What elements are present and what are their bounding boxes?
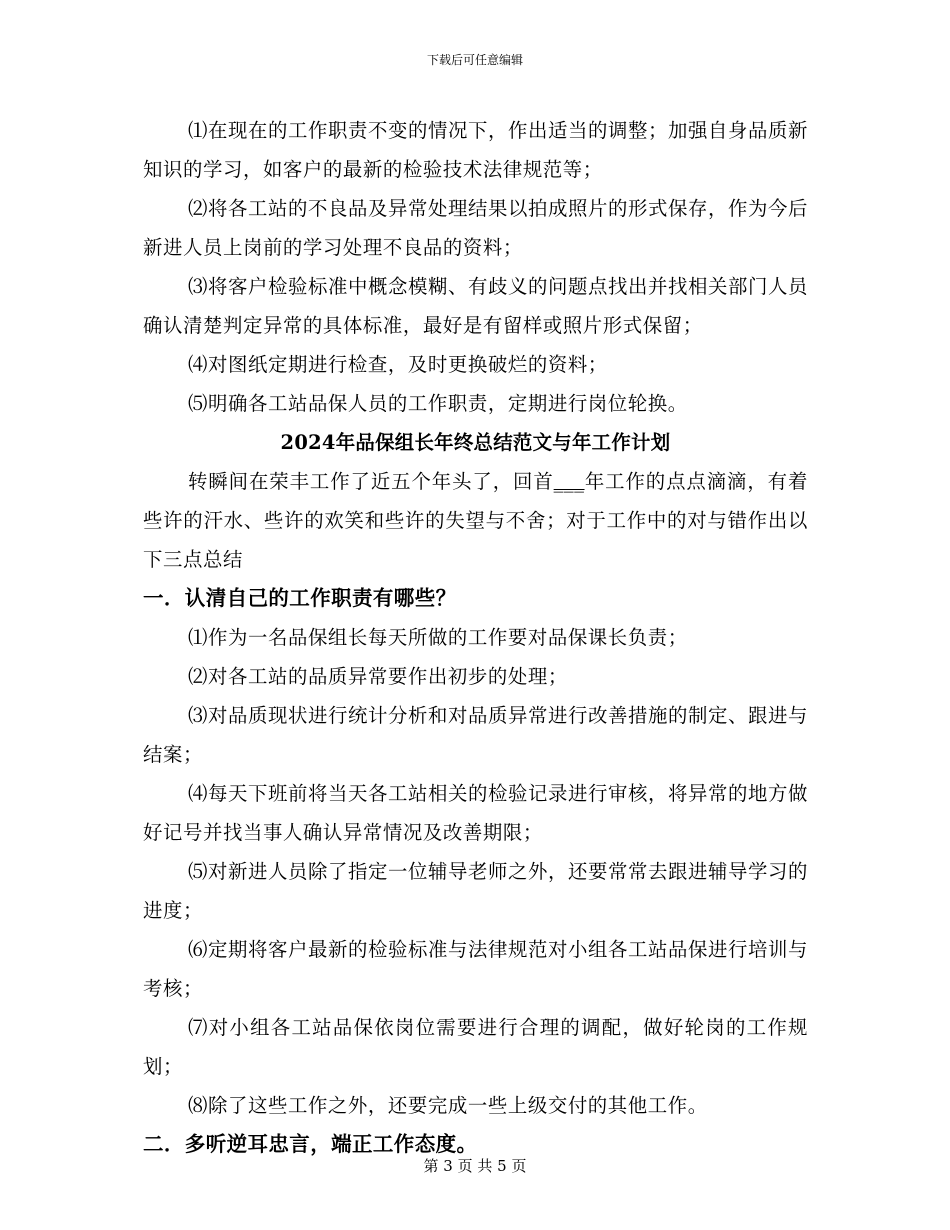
list-item: ⑶将客户检验标准中概念模糊、有歧义的问题点找出并找相关部门人员确认清楚判定异常的具体标准，最好是有留样或照片形式保留； — [143, 275, 808, 337]
list-item: ⑹定期将客户最新的检验标准与法律规范对小组各工站品保进行培训与考核； — [143, 938, 808, 1000]
list-item: ⑶对品质现状进行统计分析和对品质异常进行改善措施的制定、跟进与结案； — [143, 704, 808, 766]
list-item: ⑵将各工站的不良品及异常处理结果以拍成照片的形式保存，作为今后新进人员上岗前的学习处理不良品的资料； — [143, 197, 808, 259]
list-item: ⑺对小组各工站品保依岗位需要进行合理的调配，做好轮岗的工作规划； — [143, 1016, 808, 1078]
section-heading-1: 一．认清自己的工作职责有哪些？ — [143, 586, 457, 610]
list-item: ⑵对各工站的品质异常要作出初步的处理； — [188, 665, 568, 688]
intro-text-start: 转瞬间在荣丰工作了近五个年头了，回首 — [188, 470, 554, 493]
intro-text-end: 年工作的点点滴滴，有着些许的汗水、些许的欢笑和些许的失望与不舍；对于工作中的对与错作出以下三点总结 — [143, 470, 808, 571]
list-item: ⑷对图纸定期进行检查，及时更换破烂的资料； — [188, 353, 608, 376]
list-item: ⑸对新进人员除了指定一位辅导老师之外，还要常常去跟进辅导学习的进度； — [143, 860, 808, 922]
list-item: ⑴作为一名品保组长每天所做的工作要对品保课长负责； — [188, 626, 688, 649]
list-item: ⑻除了这些工作之外，还要完成一些上级交付的其他工作。 — [188, 1094, 708, 1117]
page-footer: 第 3 页 共 5 页 — [423, 1157, 527, 1175]
page-header: 下载后可任意编辑 — [426, 53, 523, 67]
document-title: 2024年品保组长年终总结范文与年工作计划 — [280, 431, 671, 454]
document-body — [143, 111, 808, 1164]
section-heading-2: 二．多听逆耳忠言，端正工作态度。 — [143, 1132, 478, 1156]
intro-paragraph — [143, 462, 808, 579]
list-item: ⑸明确各工站品保人员的工作职责，定期进行岗位轮换。 — [188, 392, 688, 415]
intro-blank: ___ — [553, 470, 585, 493]
list-item: ⑷每天下班前将当天各工站相关的检验记录进行审核，将异常的地方做好记号并找当事人确认异常情况及改善期限； — [143, 782, 808, 844]
list-item: ⑴在现在的工作职责不变的情况下，作出适当的调整；加强自身品质新知识的学习，如客户的最新的检验技术法律规范等； — [143, 119, 808, 181]
